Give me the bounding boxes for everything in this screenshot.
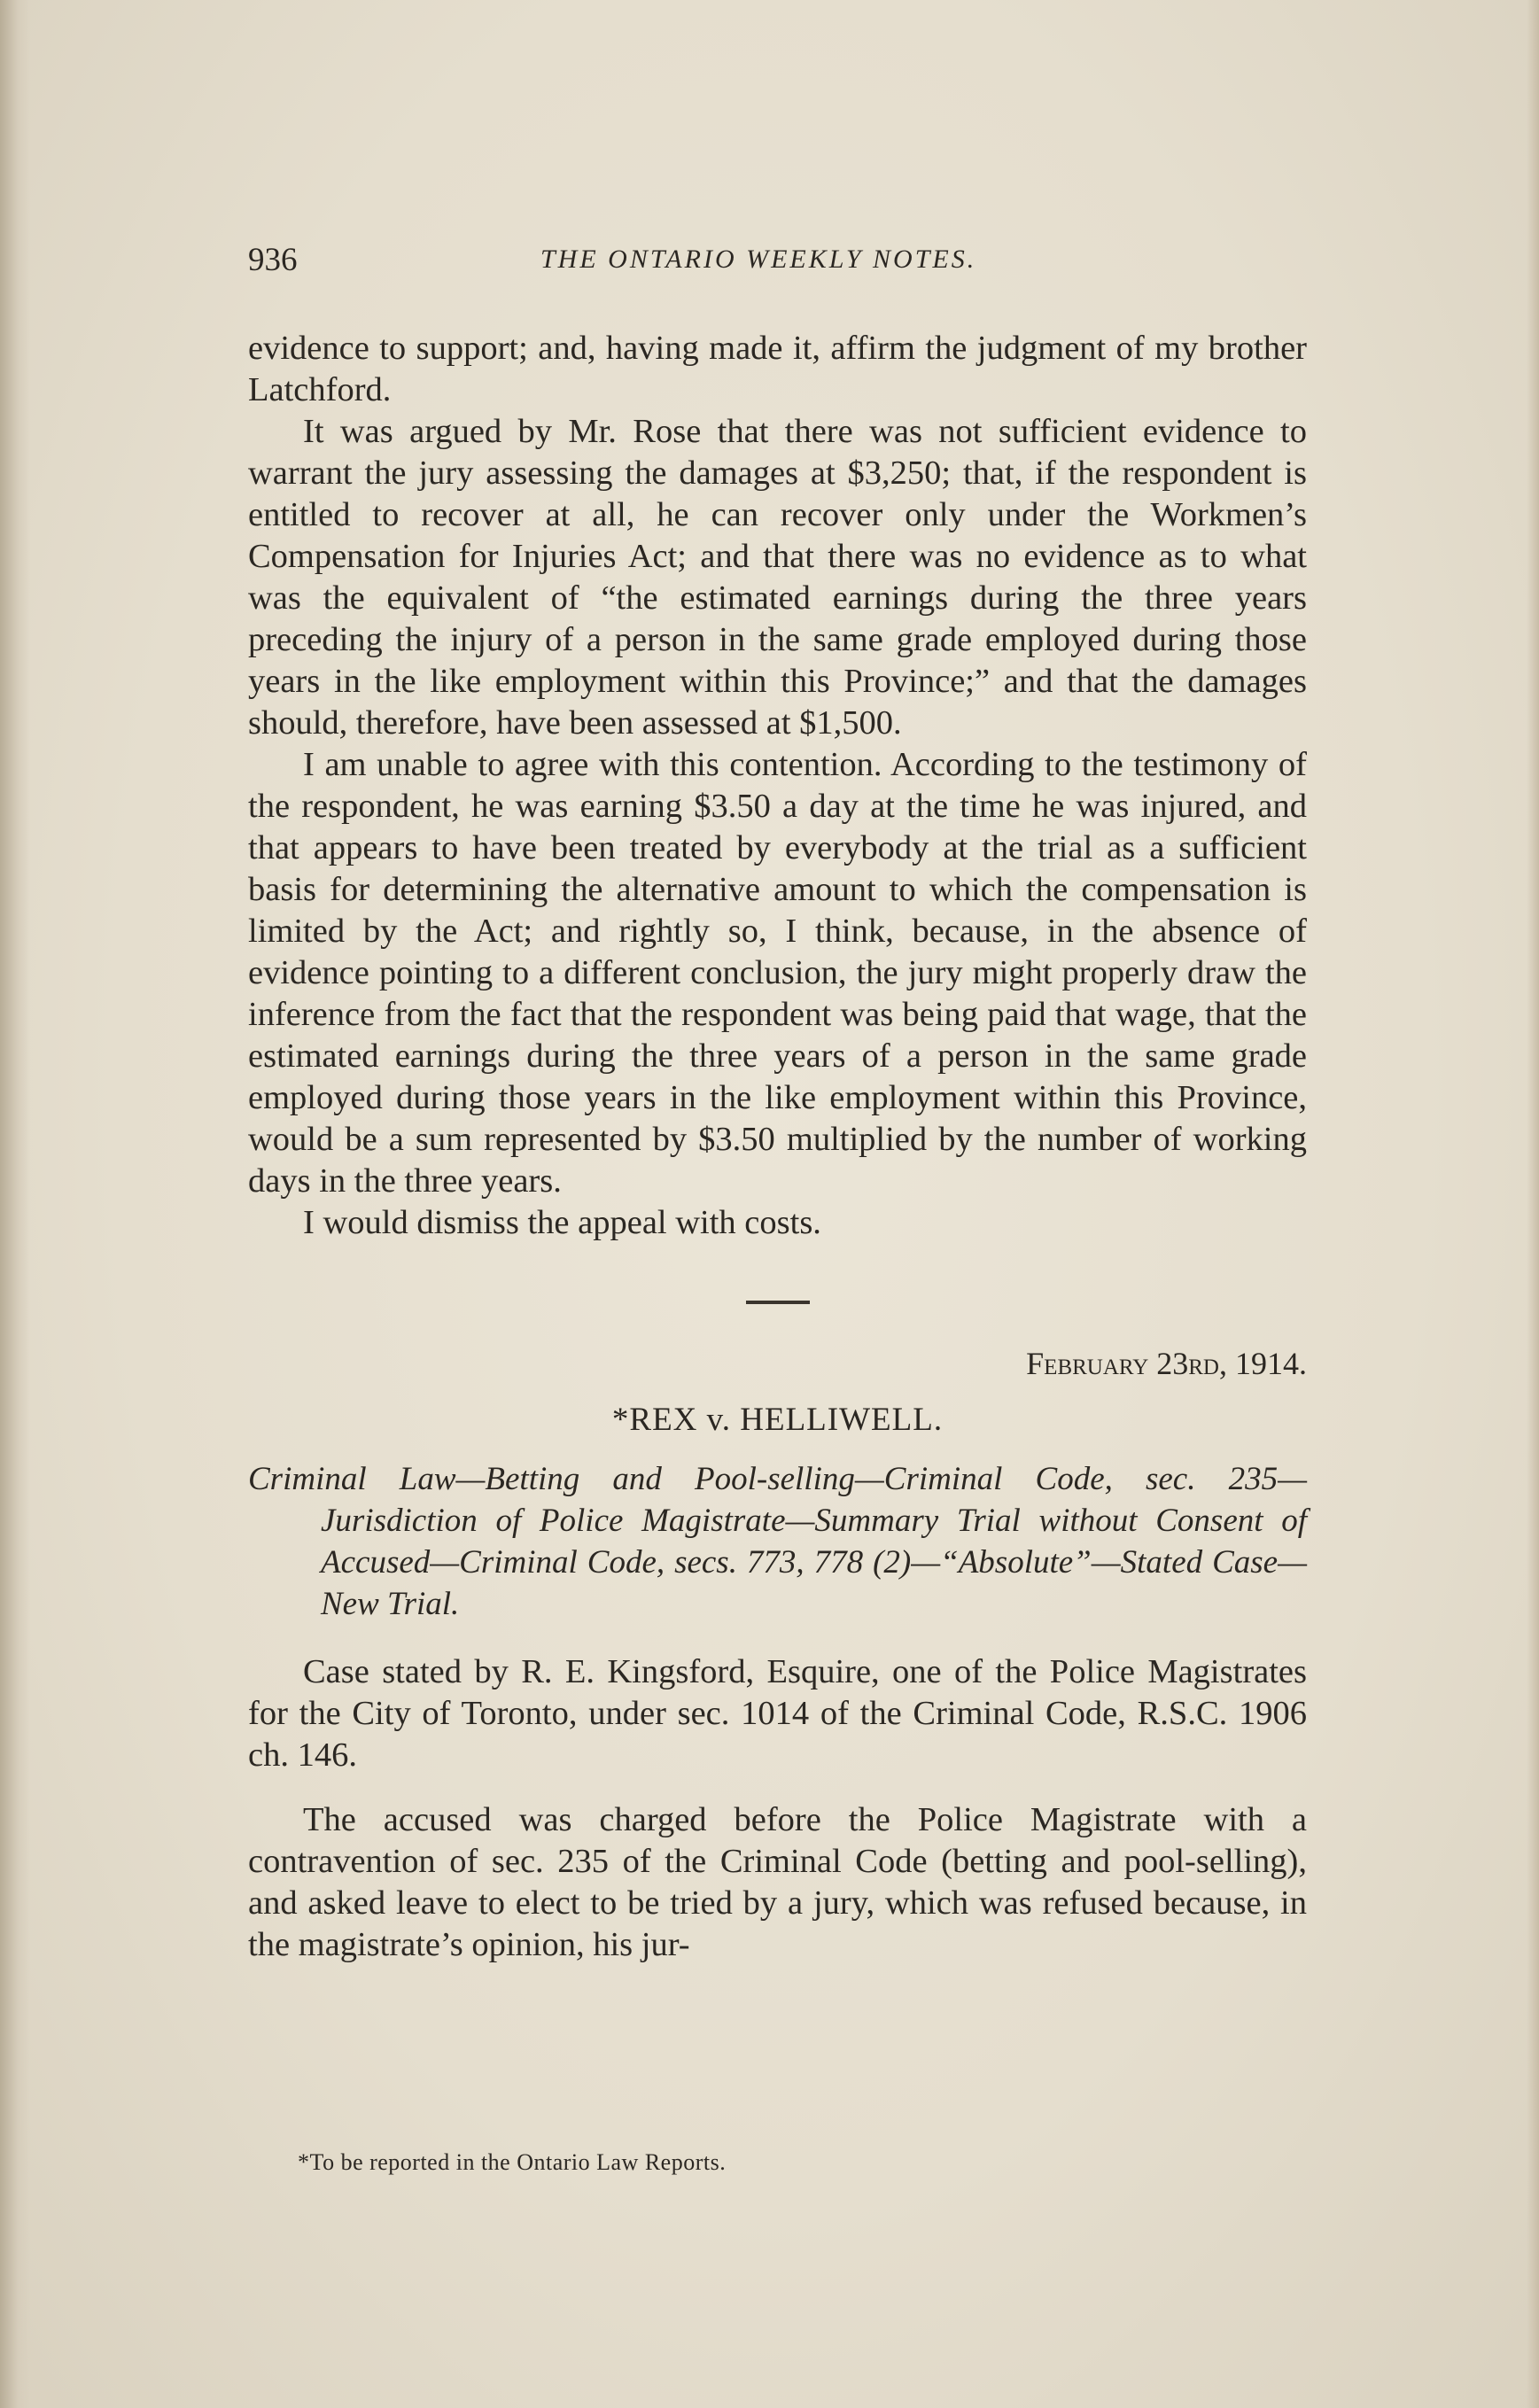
running-head: THE ONTARIO WEEKLY NOTES. (540, 245, 977, 274)
paragraph-case-stated: Case stated by R. E. Kingsford, Esquire, one of the Police Magistrates for the City of Toronto, under sec. 1014 of the Criminal Code, R.S.C. 1906 ch. 146. (248, 1653, 1307, 1774)
case-headnote: Criminal Law—Betting and Pool-selling—Criminal Code, sec. 235—Jurisdiction of Police Magistrate—Summary Trial without Consent of Accused—Criminal Code, secs. 773, 778 (2)—“Absolute”—Stated Case—New Trial. (248, 1461, 1307, 1622)
page-edge-shadow (1527, 0, 1539, 2408)
paragraph-continuation: evidence to support; and, having made it, affirm the judgment of my brother Latchford. (248, 330, 1307, 408)
page-header (248, 241, 1311, 294)
paragraph-argument: It was argued by Mr. Rose that there was not sufficient evidence to warrant the jury assessing the damages at $3,250; that, if the respondent is entitled to recover at all, he can recover only under the Workmen’s Compensation for Injuries Act; and that there was no evidence as to what was the equivalent of “the estimated earnings during the three years preceding the injury of a person in the same grade employed during those years in the like employment within this Province;” and that the damages should, therefore, have been assessed at $1,500. (248, 413, 1307, 742)
paragraph-opinion: I am unable to agree with this contention. According to the testimony of the respondent, he was earning $3.50 a day at the time he was injured, and that appears to have been treated by everybody at the trial as a sufficient basis for determining the alternative amount to which the compensation is limited by the Act; and rightly so, I think, because, in the absence of evidence pointing to a different conclusion, the jury might properly draw the inference from the fact that the respondent was being paid that wage, that the estimated earnings during the three years of a person in the same grade employed during those years in the like employment within this Province, would be a sum represented by $3.50 multiplied by the number of working days in the three years. (248, 746, 1307, 1200)
paragraph-charge: The accused was charged before the Police Magistrate with a contravention of sec. 235 of the Criminal Code (betting and pool-selling), and asked leave to elect to be tried by a jury, which was refused because, in the magistrate’s opinion, his jur- (248, 1801, 1307, 1963)
paragraph-disposition: I would dismiss the appeal with costs. (303, 1204, 821, 1241)
footnote: *To be reported in the Ontario Law Reports. (298, 2149, 727, 2175)
case-title: *REX v. HELLIWELL. (611, 1402, 944, 1438)
case-date: February 23rd, 1914. (1026, 1346, 1307, 1381)
section-divider (746, 1301, 810, 1304)
page-number: 936 (248, 242, 298, 278)
page-body (248, 328, 1307, 1966)
page-binding-shadow (0, 0, 30, 2408)
